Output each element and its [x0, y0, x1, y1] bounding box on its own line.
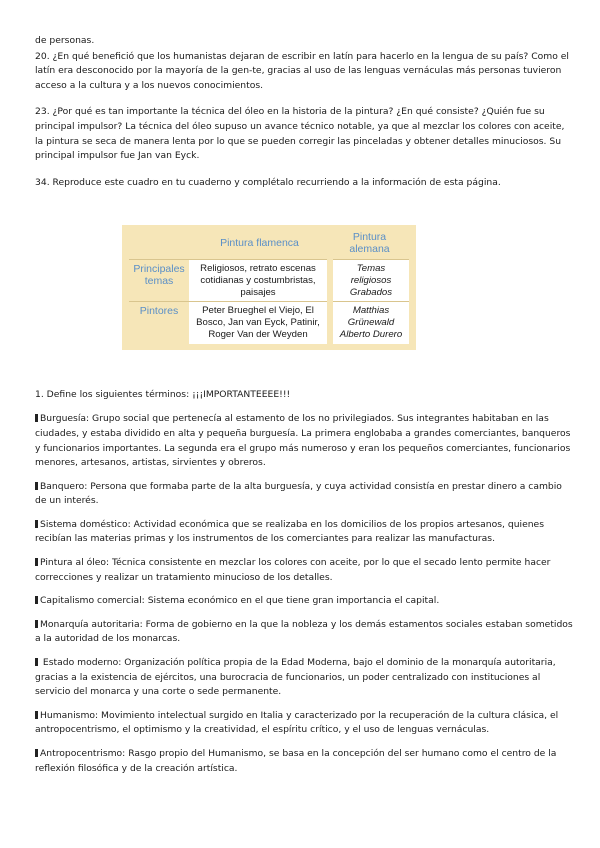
definition-term: Burguesía:	[40, 413, 90, 425]
bullet-icon	[35, 620, 38, 628]
answer-23-text: La técnica del óleo supuso un avance técnico notable, ya que al mezclar los colores con aceite, la pintura se seca de manera lenta por lo que se pueden corregir las pinceladas y obtener detalles minuciosos. Su principal impulsor fue Jan van Eyck.	[35, 120, 565, 162]
bullet-icon	[35, 558, 38, 566]
bullet-icon	[35, 749, 38, 757]
definition-text: Forma de gobierno en la que la nobleza y los demás estamentos sociales estaban sometidos a la autoridad de los monarcas.	[35, 618, 573, 645]
definitions-list	[35, 412, 575, 776]
painting-comparison-table	[122, 225, 416, 349]
table-header-alemana: Pintura alemana	[330, 229, 409, 259]
question-20	[35, 50, 575, 94]
answer-20-text: Como el latín era desconocido por la mayoría de la gen-te, gracias al uso de las lenguas vernáculas más personas tuvieron acceso a la cultura y a los nuevos conocimientos.	[35, 50, 569, 91]
list-item	[35, 412, 575, 470]
table-header-flamenca: Pintura flamenca	[189, 229, 330, 259]
list-item	[35, 480, 575, 509]
cell-pintores-flamenca: Peter Brueghel el Viejo, El Bosco, Jan van Eyck, Patinir, Roger Van der Weyden	[189, 302, 330, 344]
definition-text: Técnica consistente en mezclar los colores con aceite, por lo que el secado lento permite hacer correcciones y realizar un tratamiento minucioso de los detalles.	[35, 557, 551, 583]
cell-temas-flamenca: Religiosos, retrato escenas cotidianas y costumbristas, paisajes	[189, 259, 330, 301]
definition-text: Actividad económica que se realizaba en los domicilios de los propios artesanos, quienes recibían las materias primas y los instrumentos de los comerciantes para realizar las manufacturas.	[35, 518, 544, 545]
definition-term: Capitalismo comercial:	[40, 595, 145, 607]
definition-text: Sistema económico en el que tiene gran importancia el capital.	[144, 595, 440, 607]
question-23	[35, 105, 575, 163]
bullet-icon	[35, 711, 38, 719]
definition-text: Rasgo propio del Humanismo, se basa en la concepción del ser humano como el centro de la reflexión filosófica y de la creación artística.	[35, 748, 557, 774]
question-23-text: 23. ¿Por qué es tan importante la técnica del óleo en la historia de la pintura? ¿En qué consiste? ¿Quién fue su principal impulsor?	[35, 106, 545, 132]
table-row	[129, 302, 409, 344]
definition-term: Humanismo:	[40, 709, 99, 721]
table-row	[129, 259, 409, 301]
list-item	[35, 556, 575, 585]
bullet-icon	[35, 414, 38, 422]
bullet-icon	[35, 658, 38, 666]
list-item	[35, 709, 575, 738]
document-page	[35, 34, 575, 785]
question-20-text: 20. ¿En qué benefició que los humanistas dejaran de escribir en latín para hacerlo en la lengua de su país?	[35, 50, 529, 62]
definitions-title: 1. Define los siguientes términos: ¡¡¡IMPORTANTEEEE!!!	[35, 388, 291, 400]
cell-pintores-alemana: Matthias Grünewald Alberto Durero	[330, 302, 409, 344]
row-label-temas: Principales temas	[129, 259, 189, 301]
definition-text: Organización política propia de la Edad Moderna, bajo el dominio de la monarquía autoritaria, gracias a la existencia de ejércitos, una burocracia de funcionarios, un poder centralizado con instituciones al servicio del monarca y una corte o sede permanente.	[35, 657, 556, 698]
definition-term: Antropocentrismo:	[40, 748, 126, 759]
intro-fragment: de personas.	[35, 35, 95, 46]
bullet-icon	[35, 596, 38, 604]
question-34: 34. Reproduce este cuadro en tu cuaderno y complétalo recurriendo a la información de esta página.	[35, 176, 501, 188]
bullet-icon	[35, 482, 38, 490]
definition-text: Movimiento intelectual surgido en Italia y caracterizado por la recuperación de la cultura clásica, el antropocentrismo, el optimismo y la creatividad, el espíritu crítico, y el uso de lenguas vernáculas.	[35, 709, 559, 736]
table-header-empty	[129, 229, 189, 259]
row-label-pintores: Pintores	[139, 305, 179, 318]
list-item	[35, 594, 575, 609]
definition-term: Monarquía autoritaria:	[40, 618, 143, 630]
list-item	[35, 618, 575, 647]
definition-text: Grupo social que pertenecía al estamento de los no privilegiados. Sus integrantes habitaban en las ciudades, y estaba dividido en alta y pequeña burguesía. La primera englobaba a grandes comerciantes, banqueros y funcionarios importantes. La segunda era el grupo más numeroso y eran los pequeños comerciantes, funcionarios menores, artesanos, artistas, sirvientes y obreros.	[35, 413, 571, 469]
definition-term: Sistema doméstico:	[40, 518, 131, 530]
definition-text: Persona que formaba parte de la alta burguesía, y cuya actividad consistía en prestar dinero a cambio de un interés.	[35, 480, 562, 507]
list-item	[35, 747, 575, 776]
definition-term: Estado moderno:	[40, 657, 122, 669]
bullet-icon	[35, 520, 38, 528]
definition-term: Pintura al óleo:	[40, 557, 110, 569]
definition-term: Banquero:	[40, 480, 88, 492]
cell-temas-alemana: Temas religiosos Grabados	[330, 259, 409, 301]
list-item	[35, 656, 575, 700]
list-item	[35, 518, 575, 547]
